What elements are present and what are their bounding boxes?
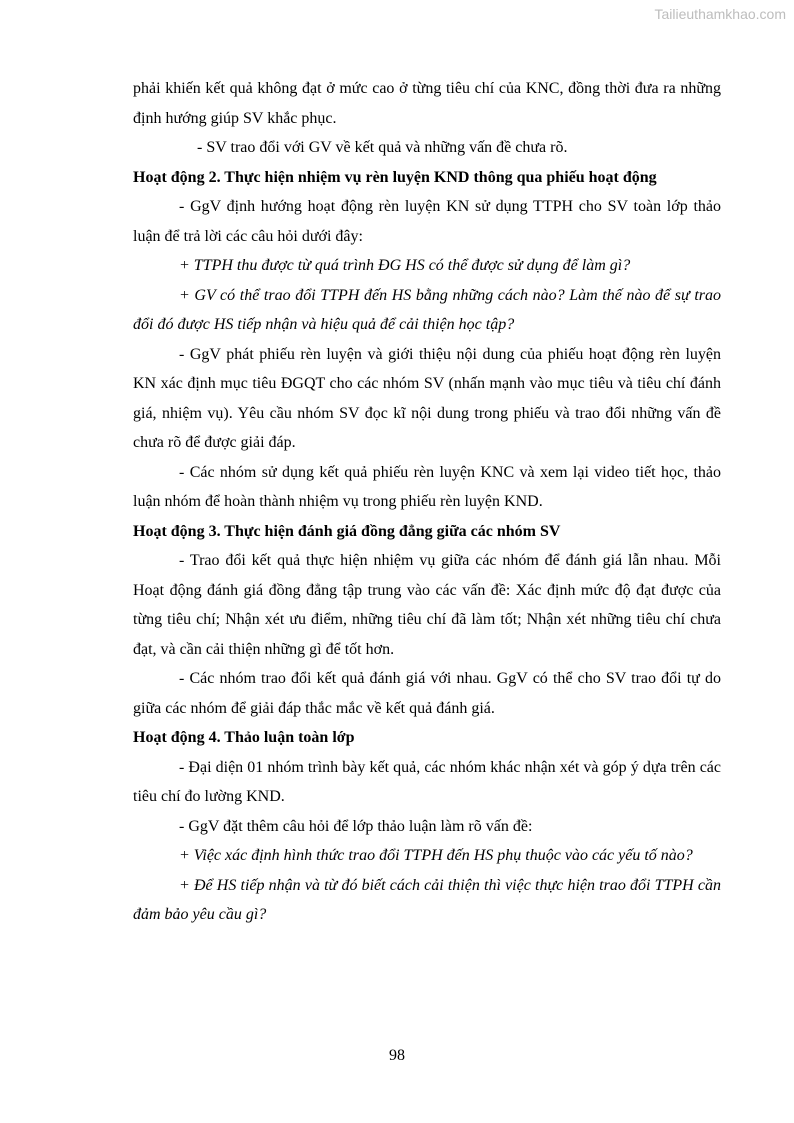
question-4: + Để HS tiếp nhận và từ đó biết cách cải thiện thì việc thực hiện trao đổi TTPH cần đảm bảo yêu cầu gì? xyxy=(133,876,721,923)
watermark: Tailieuthamkhao.com xyxy=(654,6,786,22)
paragraph-continuation: phải khiến kết quả không đạt ở mức cao ở từng tiêu chí của KNC, đồng thời đưa ra những định hướng giúp SV khắc phục. xyxy=(133,80,721,127)
paragraph-extra-questions: - GgV đặt thêm câu hỏi để lớp thảo luận làm rõ vấn đề: xyxy=(179,817,533,835)
question-2: + GV có thể trao đổi TTPH đến HS bằng những cách nào? Làm thế nào để sự trao đổi đó được HS tiếp nhận và hiệu quả để cải thiện học tập? xyxy=(133,286,721,333)
paragraph-worksheet: - GgV phát phiếu rèn luyện và giới thiệu nội dung của phiếu hoạt động rèn luyện KN xác định mục tiêu ĐGQT cho các nhóm SV (nhấn mạnh vào mục tiêu và tiêu chí đánh giá, nhiệm vụ). Yêu cầu nhóm SV đọc kĩ nội dung trong phiếu và trao đổi những vấn đề chưa rõ để được giải đáp. xyxy=(133,345,721,451)
question-1: + TTPH thu được từ quá trình ĐG HS có thể được sử dụng để làm gì? xyxy=(179,257,631,274)
paragraph-groups-exchange: - Các nhóm trao đổi kết quả đánh giá với nhau. GgV có thể cho SV trao đổi tự do giữa các nhóm để giải đáp thắc mắc về kết quả đánh giá. xyxy=(133,670,721,717)
heading-activity-2: Hoạt động 2. Thực hiện nhiệm vụ rèn luyện KND thông qua phiếu hoạt động xyxy=(133,168,657,186)
paragraph-sv-discussion: - SV trao đổi với GV về kết quả và những vấn đề chưa rõ. xyxy=(197,139,568,156)
paragraph-group-presentation: - Đại diện 01 nhóm trình bày kết quả, các nhóm khác nhận xét và góp ý dựa trên các tiêu chí đo lường KND. xyxy=(133,758,721,805)
heading-activity-3: Hoạt động 3. Thực hiện đánh giá đồng đẳng giữa các nhóm SV xyxy=(133,522,561,540)
paragraph-groups-review: - Các nhóm sử dụng kết quả phiếu rèn luyện KNC và xem lại video tiết học, thảo luận nhóm để hoàn thành nhiệm vụ trong phiếu rèn luyện KND. xyxy=(133,463,721,510)
heading-activity-4: Hoạt động 4. Thảo luận toàn lớp xyxy=(133,729,355,746)
page-number: 98 xyxy=(389,1047,405,1064)
paragraph-activity-2-intro: - GgV định hướng hoạt động rèn luyện KN sử dụng TTPH cho SV toàn lớp thảo luận để trả lời các câu hỏi dưới đây: xyxy=(133,198,721,245)
paragraph-peer-assessment: - Trao đổi kết quả thực hiện nhiệm vụ giữa các nhóm để đánh giá lẫn nhau. Mỗi Hoạt động đánh giá đồng đẳng tập trung vào các vấn đề: Xác định mức độ đạt được của từng tiêu chí; Nhận xét ưu điểm, những tiêu chí đã làm tốt; Nhận xét những tiêu chí chưa đạt, và cần cải thiện những gì để tốt hơn. xyxy=(133,552,721,658)
question-3: + Việc xác định hình thức trao đổi TTPH đến HS phụ thuộc vào các yếu tố nào? xyxy=(179,847,693,864)
page-body xyxy=(133,74,721,930)
